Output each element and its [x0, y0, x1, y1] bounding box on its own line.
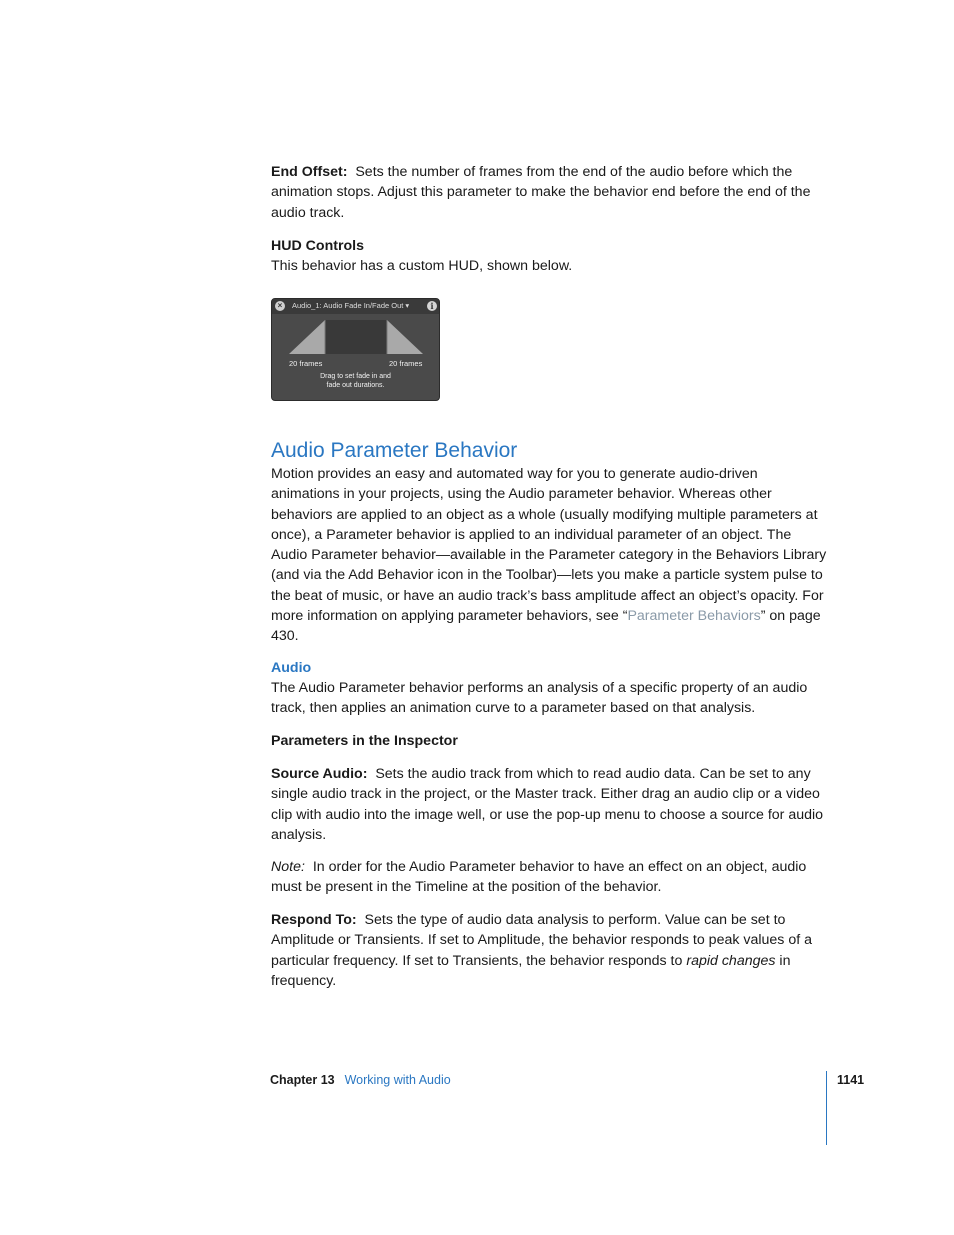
section-audio-parameter [271, 438, 827, 647]
parameter-behaviors-link[interactable]: Parameter Behaviors [627, 608, 761, 625]
params-heading-block [271, 731, 827, 751]
info-icon[interactable]: i [427, 301, 437, 311]
close-icon[interactable]: × [275, 301, 285, 311]
fade-out-ramp [387, 320, 423, 354]
audio-subsection [271, 658, 827, 719]
sustain-region [325, 320, 387, 354]
page-number: 1141 [837, 1073, 865, 1087]
fade-in-label: 20 frames [289, 359, 323, 368]
end-offset-term: End Offset: [271, 164, 348, 180]
audio-text: The Audio Parameter behavior performs an analysis of a specific property of an audio track, then applies an animation curve to a parameter based on that analysis. [271, 680, 808, 717]
hud-figure [271, 298, 440, 401]
hud-hint: Drag to set fade in and fade out durations. [320, 373, 391, 389]
hud-controls-heading: HUD Controls [271, 238, 365, 254]
chevron-down-icon: ▾ [405, 301, 410, 310]
note-term: Note: [271, 859, 305, 875]
section-intro: Motion provides an easy and automated way for you to generate audio-driven animations in your projects, using the Audio parameter behavior. Whereas other behaviors are applied to an object as a whole (usually modifying multiple parameters at once), a Parameter behavior is applied to an individual parameter of an object. The Audio Parameter behavior—available in the Parameter category in the Behaviors Library (and via the Add Behavior icon in the Toolbar)—lets you make a particle system pulse to the beat of music, or have an audio track’s bass amplitude affect an object’s opacity. For more information on applying parameter behaviors, see “Parameter Behaviors” on page 430. [271, 466, 827, 645]
hud-controls-block [271, 236, 827, 277]
chapter-title-link[interactable]: Working with Audio [344, 1073, 451, 1087]
hud-controls-text: This behavior has a custom HUD, shown below. [271, 258, 573, 275]
fade-out-label: 20 frames [389, 359, 423, 368]
source-audio-term: Source Audio: [271, 766, 368, 782]
note-text: In order for the Audio Parameter behavior to have an effect on an object, audio must be present in the Timeline at the position of the behavior. [271, 859, 807, 896]
section-heading: Audio Parameter Behavior [271, 439, 518, 462]
chapter-number: Chapter 13 [270, 1073, 335, 1087]
end-offset-text: Sets the number of frames from the end of the audio before which the animation stops. Adjust this parameter to make the behavior end before the end of the audio track. [271, 164, 811, 221]
respond-to-term: Respond To: [271, 912, 357, 928]
respond-to-paragraph: Respond To: Sets the type of audio data analysis to perform. Value can be set to Amplitude or Transients. If set to Amplitude, the behavior responds to peak values of a particular frequency. If set to Transients, the behavior responds to rapid changes in frequency. [271, 912, 813, 989]
audio-heading: Audio [271, 660, 312, 676]
hud-title[interactable]: Audio_1: Audio Fade In/Fade Out ▾ [292, 301, 410, 310]
source-audio-paragraph [271, 764, 827, 845]
end-offset-paragraph [271, 162, 827, 223]
fade-in-ramp [289, 320, 325, 354]
source-audio-text: Sets the audio track from which to read audio data. Can be set to any single audio track in the project, or the Master track. Either drag an audio clip or a video clip with audio into the image well, or use the pop-up menu to choose a source for audio analysis. [271, 766, 824, 843]
footer-divider [826, 1071, 827, 1145]
respond-to-italic: rapid changes [686, 952, 776, 969]
params-heading: Parameters in the Inspector [271, 733, 458, 749]
note-paragraph [271, 857, 827, 898]
footer-chapter [270, 1072, 451, 1089]
